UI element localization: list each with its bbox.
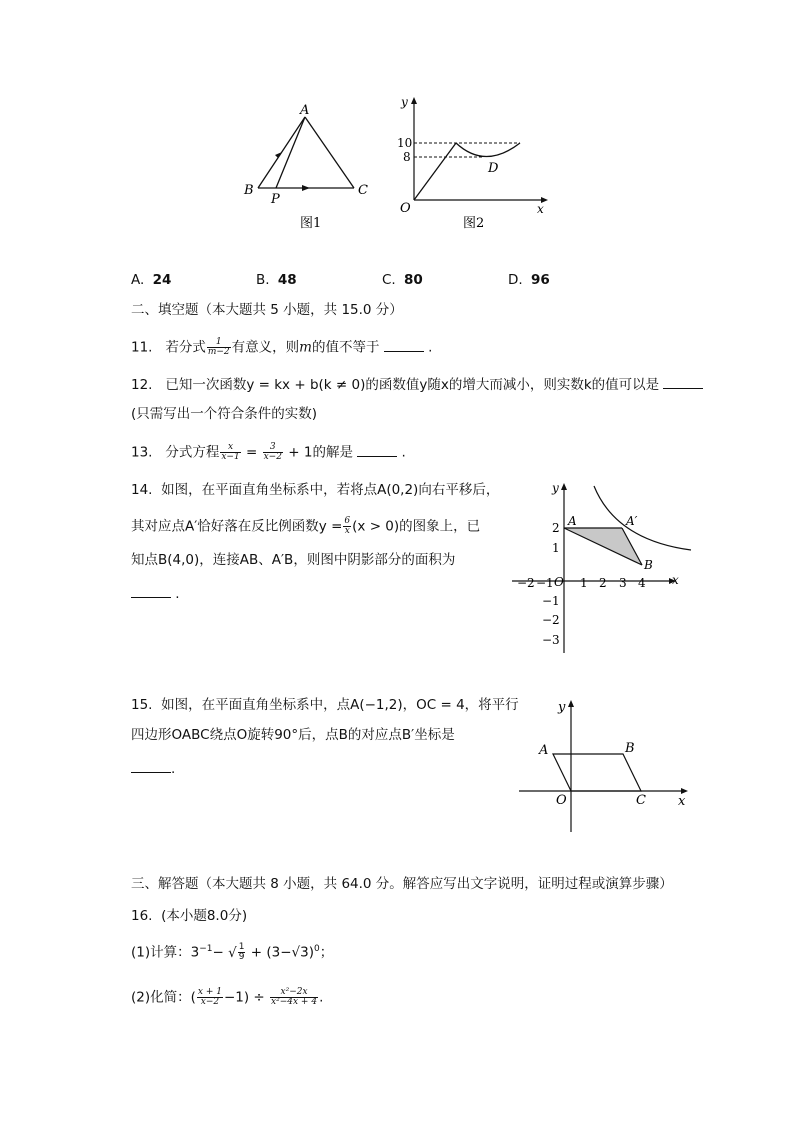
y-tick: −3 [542, 633, 560, 647]
x-tick: 2 [599, 576, 607, 590]
q12-line-2: (只需写出一个符合条件的实数) [131, 406, 318, 422]
graph-curve [456, 143, 520, 157]
option-value: 24 [152, 272, 172, 288]
option-letter: A. [131, 272, 145, 288]
option-letter: B. [256, 272, 270, 288]
y-tick: −1 [542, 594, 560, 608]
q16-fraction-2: $\frac{\text{x²−2x}}{\text{x²−4x + 4}}$ [271, 987, 318, 1007]
q16-part-1: (1)计算：$3^{-1}-$ √ $\frac{1}{9}$ + $(3-√3)^0$； [131, 942, 334, 962]
x-tick: −1 [536, 576, 554, 590]
parallelogram-OABC [553, 754, 641, 791]
origin-label: O [400, 201, 411, 216]
answer-blank[interactable] [131, 585, 171, 598]
q15-coordinate-figure [514, 696, 694, 836]
arrow-on-AB [275, 152, 282, 158]
q16-fraction-1: $\frac{x + 1}{x-2}$ [197, 987, 222, 1007]
segment-AP [276, 117, 305, 188]
q14-fraction: $\frac{6}{x}$ [344, 516, 351, 536]
option-d[interactable] [508, 272, 550, 288]
question-12 [131, 376, 703, 393]
option-value: 80 [404, 272, 423, 288]
figure-2-caption: 图2 [463, 216, 485, 231]
q13-fraction-1: $\frac{x}{x-1}$ [221, 442, 240, 462]
x-ticks [517, 576, 646, 590]
q13-fraction-2: $\frac{3}{x-2}$ [263, 442, 282, 462]
question-16-header: 16. (本小题8.0分) [131, 908, 248, 924]
sqrt-one-ninth: √ $\frac{1}{9}$ [228, 942, 245, 962]
q11-fraction: $\frac{1}{m-2}$ [207, 337, 230, 357]
question-number: 12. [131, 377, 153, 393]
y-tick: 1 [552, 541, 560, 555]
question-15-line-2: 四边形OABC绕点O旋转90°后，点B的对应点B′坐标是 [131, 727, 455, 743]
option-value: 48 [277, 272, 297, 288]
question-number: 11. [131, 339, 153, 356]
question-number: 16. [131, 908, 153, 924]
label-A: A [300, 103, 310, 118]
question-14-line-4: . [131, 585, 180, 602]
answer-blank[interactable] [663, 376, 703, 389]
x-axis-label: x [672, 573, 679, 587]
question-number: 15. [131, 697, 153, 713]
answer-blank[interactable] [131, 760, 171, 773]
label-B: B [625, 741, 635, 756]
edge-AC [305, 117, 354, 188]
origin-label: O [556, 793, 567, 808]
section-2-heading: 二、填空题（本大题共 5 小题，共 15.0 分） [131, 302, 403, 318]
question-15-line-3: . [131, 760, 175, 777]
arrow-on-BC [302, 185, 310, 191]
label-A-prime: A′ [626, 514, 638, 528]
option-letter: C. [382, 272, 396, 288]
question-14-line-1: 14. 如图，在平面直角坐标系中，若将点A(0,2)向右平移后， [131, 482, 500, 498]
answer-blank[interactable] [357, 444, 397, 457]
graph-line-segment [414, 143, 456, 200]
figure-1-triangle [238, 100, 378, 235]
option-c[interactable] [382, 272, 423, 288]
x-tick: 1 [580, 576, 588, 590]
figure-1-caption: 图1 [300, 216, 322, 231]
x-axis-label: x [678, 794, 686, 809]
label-C: C [636, 793, 646, 808]
section-3-heading: 三、解答题（本大题共 8 小题，共 64.0 分。解答应写出文字说明，证明过程或演算步骤） [131, 876, 673, 892]
y-tick: 2 [552, 521, 560, 535]
q11-text-pre: 若分式 [165, 339, 206, 356]
y-axis-arrow [561, 483, 567, 490]
tick-8: 8 [403, 150, 411, 164]
y-axis-arrow [411, 97, 417, 104]
label-C: C [358, 183, 368, 198]
question-11: 11. 若分式 $\frac{1}{m-2}$ 有意义，则m的值不等于 . [131, 337, 433, 357]
q14-coordinate-figure [506, 478, 696, 658]
label-P: P [271, 192, 280, 207]
origin-label: O [554, 575, 564, 589]
q12-line-1: 已知一次函数y = kx + b(k ≠ 0)的函数值y随x的增大而减小，则实数k的值可以是 [165, 377, 660, 393]
q16-part-2: (2)化简：( $\frac{x + 1}{x-2}$ −1) ÷ $\frac{\text{x²−2x}}{\text{x²−4x + 4}}$ . [131, 987, 324, 1007]
y-axis-label: y [552, 481, 559, 495]
x-tick: 4 [638, 576, 646, 590]
question-number: 14. [131, 482, 153, 498]
label-D: D [488, 161, 499, 176]
option-value: 96 [530, 272, 550, 288]
question-14-line-3: 知点B(4,0)，连接AB、A′B，则图中阴影部分的面积为 [131, 552, 456, 568]
tick-10: 10 [397, 136, 413, 150]
option-a[interactable] [131, 272, 171, 288]
y-axis-label: y [401, 95, 408, 109]
label-A: A [568, 514, 577, 528]
figure-2-graph [395, 94, 555, 234]
y-tick: −2 [542, 613, 560, 627]
label-B: B [244, 183, 254, 198]
question-15-line-1: 15. 如图，在平面直角坐标系中，点A(−1,2)，OC = 4，将平行 [131, 697, 519, 713]
y-axis-arrow [568, 700, 574, 707]
question-13: 13. 分式方程 $\frac{x}{x-1}$ = $\frac{3}{x-2}$ + 1的解是 . [131, 442, 406, 462]
q11-text-post: 的值不等于 [311, 339, 380, 356]
x-axis-label: x [537, 202, 544, 216]
question-14-line-2: 其对应点A′恰好落在反比例函数y = $\frac{6}{x}$ (x > 0)的图象上，已 [131, 516, 481, 536]
q11-text-mid: 有意义，则 [231, 339, 300, 356]
x-tick: −2 [517, 576, 535, 590]
answer-blank[interactable] [384, 339, 424, 352]
label-A: A [539, 743, 549, 758]
option-letter: D. [508, 272, 523, 288]
y-axis-label: y [558, 700, 566, 715]
option-b[interactable] [256, 272, 297, 288]
label-B: B [644, 558, 653, 572]
x-tick: 3 [619, 576, 627, 590]
question-number: 13. [131, 444, 153, 461]
